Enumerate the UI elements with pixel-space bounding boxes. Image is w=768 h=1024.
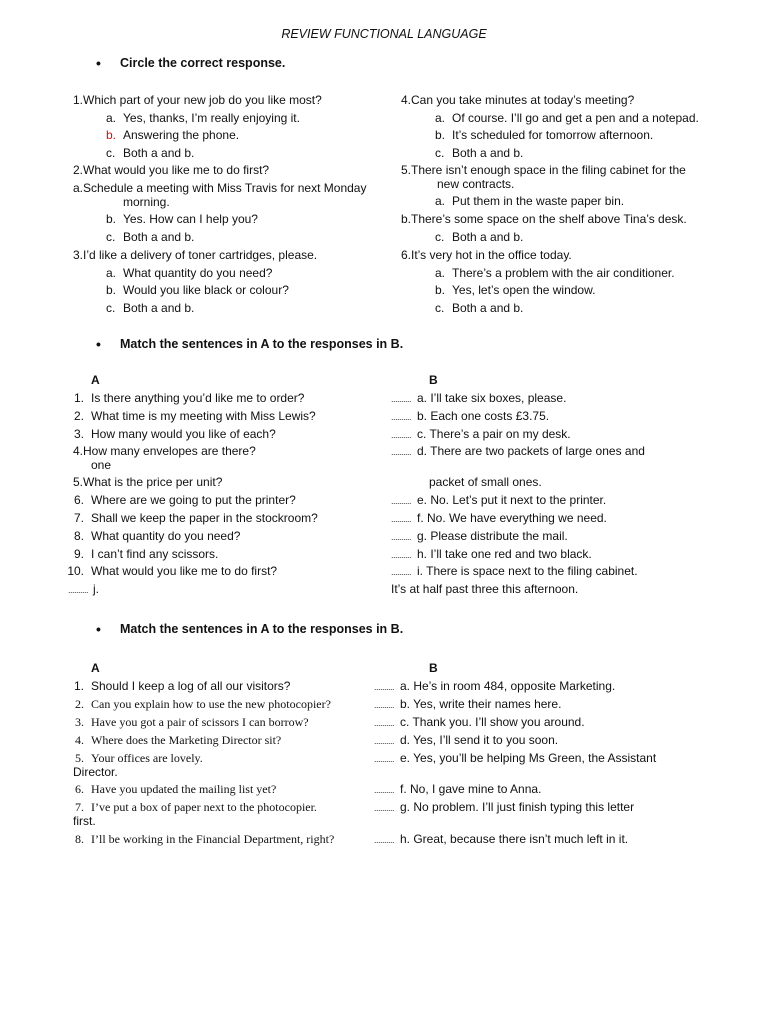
list-item: How many would you like of each?: [91, 427, 276, 441]
answer-blank: ..........: [391, 532, 412, 542]
question-stem: 3.I’d like a delivery of toner cartridges, please.: [73, 248, 318, 262]
option-text: Both a and b.: [123, 301, 195, 315]
option-text: Of course. I’ll go and get a pen and a notepad.: [452, 111, 699, 125]
question-stem: 2.What would you like me to do first?: [73, 163, 270, 177]
row-number: 7.: [75, 800, 84, 814]
bullet-icon: •: [96, 55, 101, 71]
option-letter: b.: [106, 212, 117, 226]
option-text: Yes, thanks, I’m really enjoying it.: [123, 111, 300, 125]
option-text: Yes. How can I help you?: [123, 212, 258, 226]
answer-blank: ..........: [374, 835, 395, 845]
answer-blank: ..........: [391, 447, 412, 457]
row-number: 7.: [73, 511, 84, 525]
row-number: 5.: [75, 751, 84, 765]
response-item: i. There is space next to the filing cabinet.: [417, 564, 638, 578]
list-item: What time is my meeting with Miss Lewis?: [91, 409, 316, 423]
row-number: 6.: [73, 493, 84, 507]
column-b-header: B: [429, 661, 438, 675]
option-text: There’s a problem with the air conditioner.: [452, 266, 675, 280]
option-letter: b.: [435, 128, 446, 142]
option-letter: c.: [435, 230, 445, 244]
row-number: 2.: [73, 409, 84, 423]
row-number: 3.: [75, 715, 84, 729]
bullet-icon: •: [96, 336, 101, 352]
answer-blank: ..........: [374, 754, 395, 764]
answer-blank: ..........: [391, 394, 412, 404]
list-item: Where does the Marketing Director sit?: [91, 733, 282, 747]
list-item: Should I keep a log of all our visitors?: [91, 679, 291, 693]
row-number: 2.: [75, 697, 84, 711]
row-number: 1.: [73, 679, 84, 693]
list-item-wrap: one: [91, 458, 112, 472]
answer-blank: ..........: [374, 785, 395, 795]
list-item: Your offices are lovely.: [91, 751, 203, 765]
option-text: What quantity do you need?: [123, 266, 273, 280]
option-text: Both a and b.: [123, 230, 195, 244]
option-letter: b.: [106, 283, 117, 297]
list-item: Have you got a pair of scissors I can borrow?: [91, 715, 309, 729]
question-stem-wrap: new contracts.: [437, 177, 515, 191]
response-item: d. There are two packets of large ones and: [417, 444, 645, 458]
option-text: Both a and b.: [452, 301, 524, 315]
response-item: b. Each one costs £3.75.: [417, 409, 550, 423]
list-item: 4.How many envelopes are there?: [73, 444, 256, 458]
column-a-header: A: [91, 373, 100, 387]
option-letter: a.: [106, 266, 117, 280]
response-item: a. I’ll take six boxes, please.: [417, 391, 567, 405]
row-number: 1.: [73, 391, 84, 405]
option-letter: c.: [435, 146, 445, 160]
list-item: Where are we going to put the printer?: [91, 493, 296, 507]
response-item: d. Yes, I’ll send it to you soon.: [400, 733, 559, 747]
answer-blank: ..........: [391, 430, 412, 440]
answer-blank: ..........: [391, 412, 412, 422]
row-number: 9.: [73, 547, 84, 561]
option-text: Both a and b.: [452, 146, 524, 160]
response-item: g. No problem. I’ll just finish typing this letter: [400, 800, 635, 814]
list-item: I can’t find any scissors.: [91, 547, 219, 561]
row-number: 4.: [75, 733, 84, 747]
response-item: e. No. Let’s put it next to the printer.: [417, 493, 607, 507]
answer-blank: ..........: [374, 700, 395, 710]
question-stem: 6.It’s very hot in the office today.: [401, 248, 572, 262]
option-letter: b.: [435, 283, 446, 297]
list-item-wrap: Director.: [73, 765, 118, 779]
answer-blank: ..........: [391, 496, 412, 506]
option-text: Answering the phone.: [123, 128, 240, 142]
answer-blank: ..........: [374, 682, 395, 692]
question-stem: 5.There isn’t enough space in the filing cabinet for the: [401, 163, 686, 177]
answer-blank: ..........: [391, 567, 412, 577]
row-number: 8.: [73, 529, 84, 543]
list-item: Shall we keep the paper in the stockroom?: [91, 511, 318, 525]
list-item: 5.What is the price per unit?: [73, 475, 223, 489]
option-letter: a.: [106, 111, 117, 125]
response-item: f. No, I gave mine to Anna.: [400, 782, 542, 796]
bullet-icon: •: [96, 621, 101, 637]
response-item: e. Yes, you’ll be helping Ms Green, the Assistant: [400, 751, 657, 765]
response-item: b. Yes, write their names here.: [400, 697, 562, 711]
option-text: Yes, let’s open the window.: [452, 283, 596, 297]
response-item: a. He’s in room 484, opposite Marketing.: [400, 679, 616, 693]
list-item: Have you updated the mailing list yet?: [91, 782, 277, 796]
option-text: Both a and b.: [123, 146, 195, 160]
answer-blank: ..........: [374, 736, 395, 746]
answer-blank: ..........: [374, 803, 395, 813]
option-text: Would you like black or colour?: [123, 283, 289, 297]
option-text: Put them in the waste paper bin.: [452, 194, 625, 208]
answer-blank: ..........: [374, 718, 395, 728]
option-letter-circled: b.: [106, 128, 117, 142]
question-stem: 1.Which part of your new job do you like most?: [73, 93, 322, 107]
response-letter: j.: [93, 582, 99, 596]
response-item-wrap: packet of small ones.: [429, 475, 542, 489]
response-item: h. I’ll take one red and two black.: [417, 547, 592, 561]
option-text: a.Schedule a meeting with Miss Travis for next Monday: [73, 181, 367, 195]
row-number: 3.: [73, 427, 84, 441]
section2-heading: Match the sentences in A to the responses in B.: [120, 337, 404, 351]
option-letter: a.: [435, 111, 446, 125]
list-item: Is there anything you’d like me to order?: [91, 391, 305, 405]
option-letter: c.: [106, 301, 116, 315]
response-item: c. There’s a pair on my desk.: [417, 427, 571, 441]
answer-blank: ..........: [391, 514, 412, 524]
answer-blank: ..........: [391, 550, 412, 560]
option-letter: c.: [435, 301, 445, 315]
row-number: 10.: [67, 564, 84, 578]
section3-heading: Match the sentences in A to the responses in B.: [120, 622, 404, 636]
list-item: I’ll be working in the Financial Department, right?: [91, 832, 335, 846]
row-number: 8.: [75, 832, 84, 846]
list-item: What quantity do you need?: [91, 529, 241, 543]
response-item: h. Great, because there isn’t much left in it.: [400, 832, 629, 846]
response-item: g. Please distribute the mail.: [417, 529, 568, 543]
column-a-header: A: [91, 661, 100, 675]
response-item: f. No. We have everything we need.: [417, 511, 607, 525]
option-text: b.There’s some space on the shelf above Tina’s desk.: [401, 212, 687, 226]
option-text: It’s scheduled for tomorrow afternoon.: [452, 128, 654, 142]
section1-heading: Circle the correct response.: [120, 56, 286, 70]
list-item: Can you explain how to use the new photocopier?: [91, 697, 331, 711]
question-stem: 4.Can you take minutes at today’s meeting?: [401, 93, 635, 107]
answer-blank: ..........: [68, 585, 89, 595]
option-letter: c.: [106, 230, 116, 244]
list-item: What would you like me to do first?: [91, 564, 278, 578]
option-letter: c.: [106, 146, 116, 160]
option-text-wrap: morning.: [123, 195, 170, 209]
list-item-wrap: first.: [73, 814, 96, 828]
column-b-header: B: [429, 373, 438, 387]
response-item: It’s at half past three this afternoon.: [391, 582, 579, 596]
page-title: REVIEW FUNCTIONAL LANGUAGE: [281, 27, 487, 41]
response-item: c. Thank you. I’ll show you around.: [400, 715, 585, 729]
option-letter: a.: [435, 266, 446, 280]
option-text: Both a and b.: [452, 230, 524, 244]
list-item: I’ve put a box of paper next to the photocopier.: [91, 800, 317, 814]
row-number: 6.: [75, 782, 84, 796]
option-letter: a.: [435, 194, 446, 208]
